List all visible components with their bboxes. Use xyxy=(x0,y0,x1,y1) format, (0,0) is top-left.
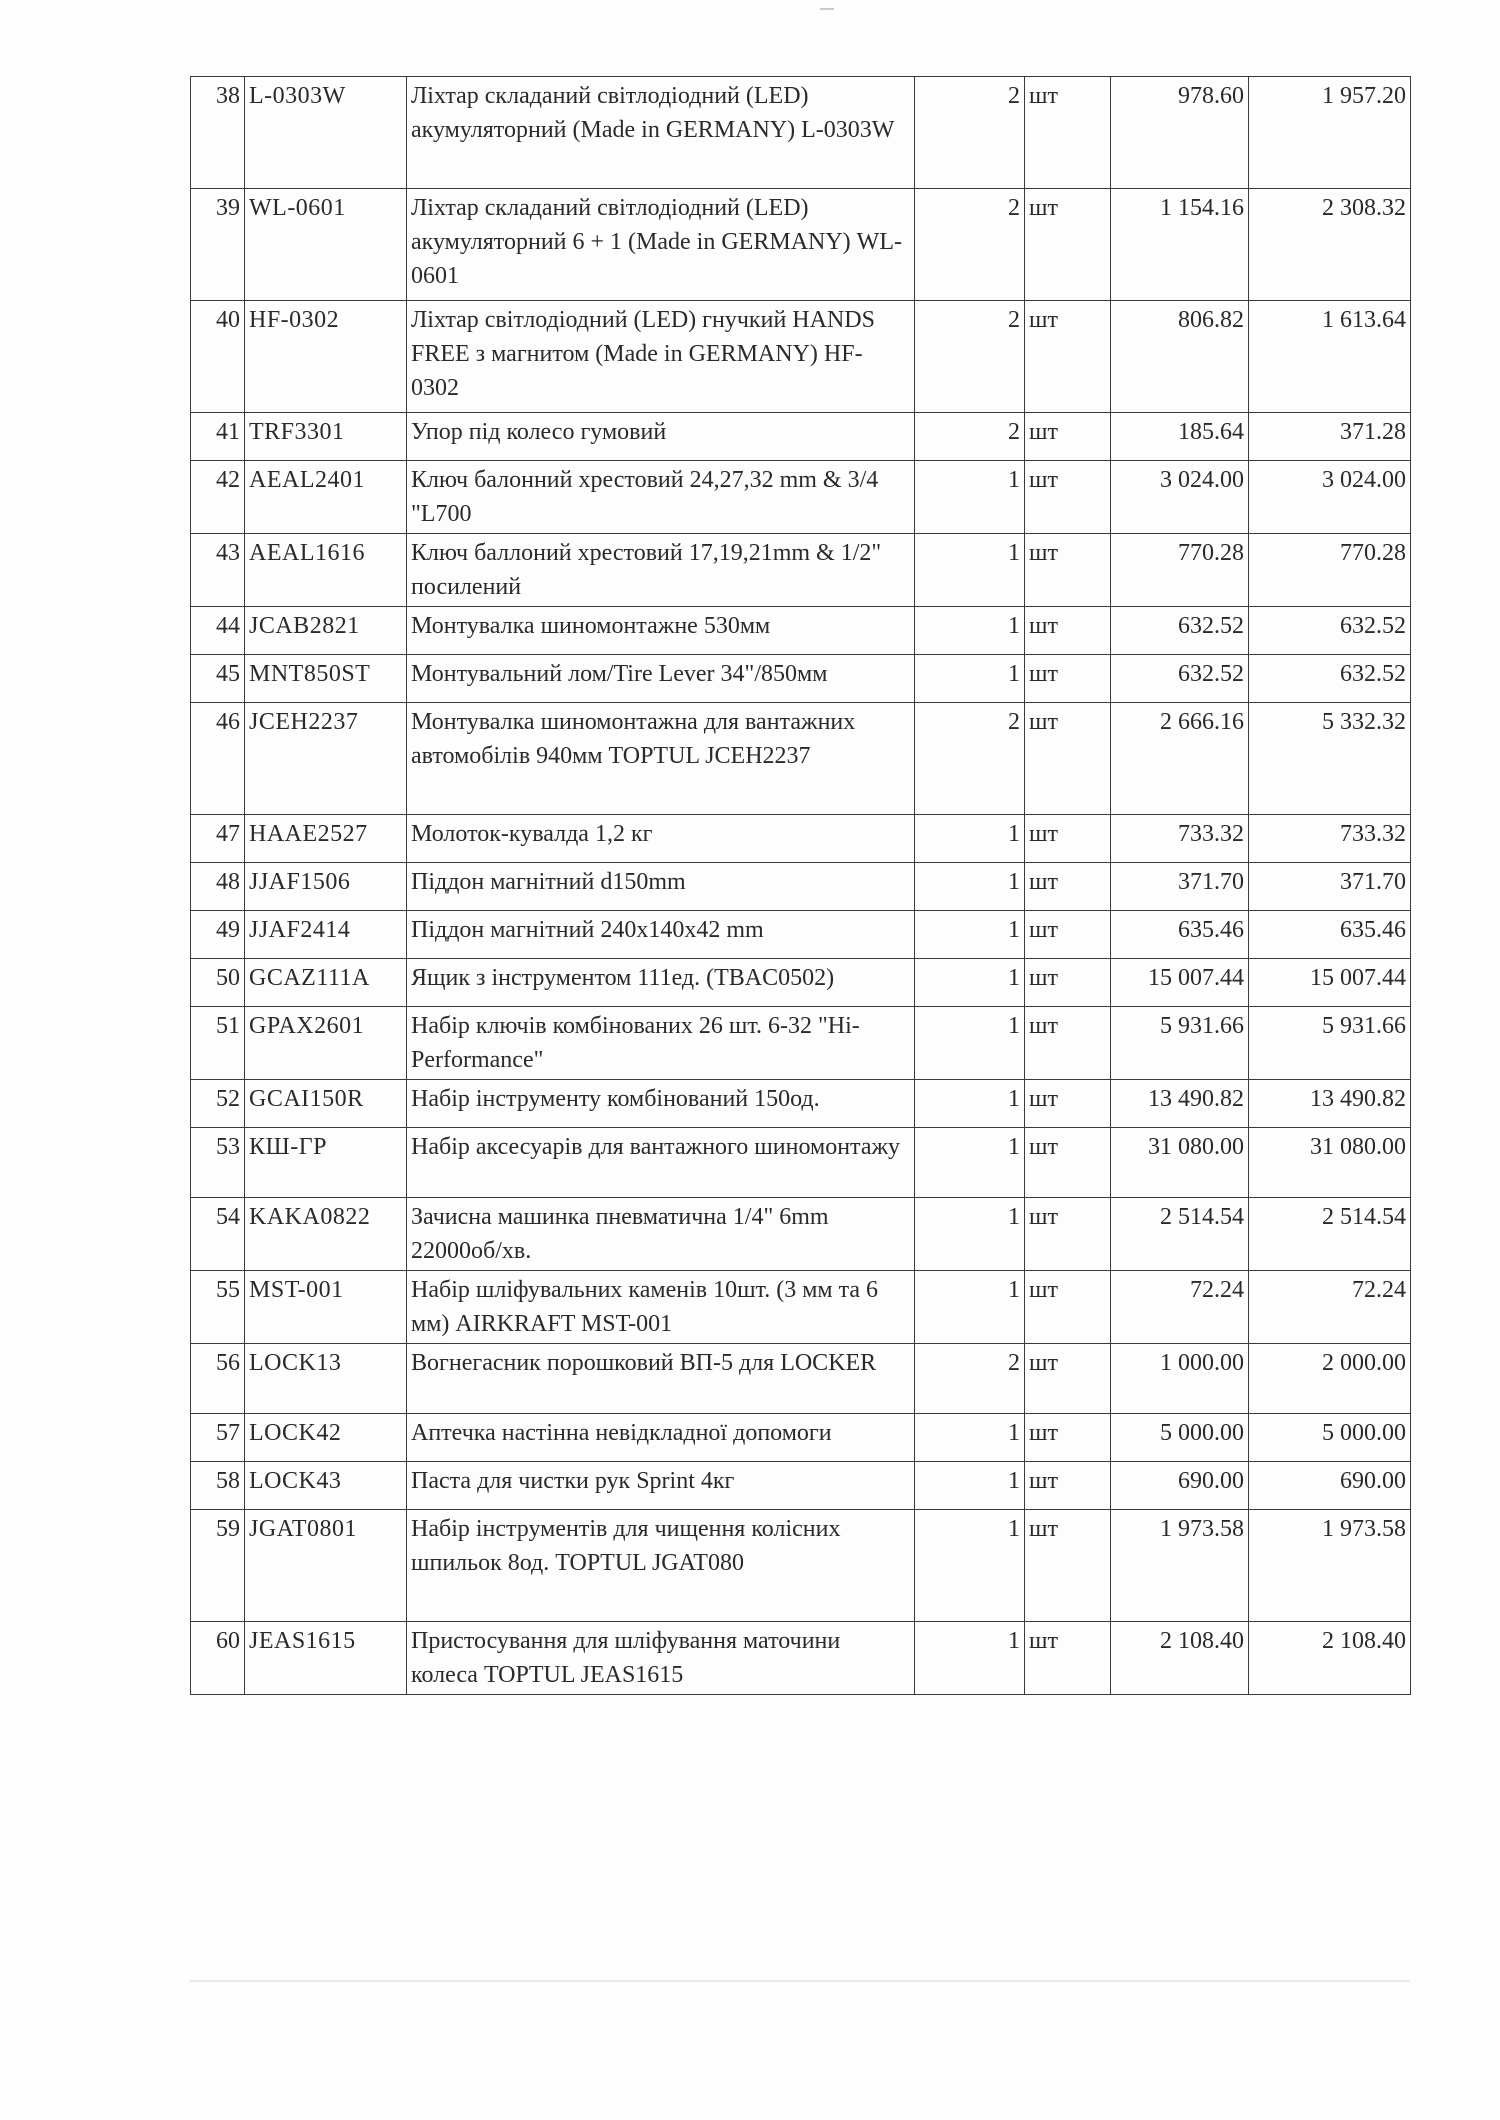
item-sum: 3 024.00 xyxy=(1249,461,1411,534)
row-number: 50 xyxy=(191,959,245,1007)
item-sum: 15 007.44 xyxy=(1249,959,1411,1007)
item-name: Ящик з інструментом 111ед. (TBAC0502) xyxy=(407,959,915,1007)
item-price: 3 024.00 xyxy=(1111,461,1249,534)
item-unit: шт xyxy=(1025,1622,1111,1695)
item-code: WL-0601 xyxy=(245,189,407,301)
item-quantity: 1 xyxy=(915,1080,1025,1128)
item-code: JEAS1615 xyxy=(245,1622,407,1695)
row-number: 59 xyxy=(191,1510,245,1622)
item-sum: 371.70 xyxy=(1249,863,1411,911)
row-number: 55 xyxy=(191,1271,245,1344)
table-row xyxy=(191,959,1411,1007)
item-quantity: 1 xyxy=(915,863,1025,911)
item-name: Ліхтар світлодіодний (LED) гнучкий HANDS FREE з магнитом (Made in GERMANY) HF-0302 xyxy=(407,301,915,413)
invoice-rows xyxy=(191,77,1411,1695)
item-unit: шт xyxy=(1025,301,1111,413)
item-price: 13 490.82 xyxy=(1111,1080,1249,1128)
item-name: Ключ баллоний хрестовий 17,19,21mm & 1/2" посилений xyxy=(407,534,915,607)
item-price: 2 108.40 xyxy=(1111,1622,1249,1695)
table-row xyxy=(191,1622,1411,1695)
invoice-page xyxy=(190,76,1410,1695)
item-name: Набір інструменту комбінований 150од. xyxy=(407,1080,915,1128)
item-quantity: 2 xyxy=(915,301,1025,413)
item-sum: 5 931.66 xyxy=(1249,1007,1411,1080)
item-quantity: 2 xyxy=(915,413,1025,461)
item-quantity: 1 xyxy=(915,607,1025,655)
item-unit: шт xyxy=(1025,77,1111,189)
item-name: Паста для чистки рук Sprint 4кг xyxy=(407,1462,915,1510)
table-row xyxy=(191,607,1411,655)
table-row xyxy=(191,413,1411,461)
item-quantity: 1 xyxy=(915,1198,1025,1271)
item-code: GCAZ111A xyxy=(245,959,407,1007)
item-code: JJAF2414 xyxy=(245,911,407,959)
item-price: 5 931.66 xyxy=(1111,1007,1249,1080)
item-code: L-0303W xyxy=(245,77,407,189)
item-code: TRF3301 xyxy=(245,413,407,461)
item-name: Ліхтар складаний світлодіодний (LED) акумуляторний 6 + 1 (Made in GERMANY) WL-0601 xyxy=(407,189,915,301)
item-price: 15 007.44 xyxy=(1111,959,1249,1007)
item-unit: шт xyxy=(1025,1198,1111,1271)
item-quantity: 1 xyxy=(915,1128,1025,1198)
item-unit: шт xyxy=(1025,1007,1111,1080)
item-name: Набір інструментів для чищення колісних шпильок 8од. TOPTUL JGAT080 xyxy=(407,1510,915,1622)
table-row xyxy=(191,655,1411,703)
item-name: Упор під колесо гумовий xyxy=(407,413,915,461)
item-unit: шт xyxy=(1025,1271,1111,1344)
table-row xyxy=(191,1080,1411,1128)
item-sum: 1 973.58 xyxy=(1249,1510,1411,1622)
item-price: 2 514.54 xyxy=(1111,1198,1249,1271)
row-number: 41 xyxy=(191,413,245,461)
item-name: Набір шліфувальних каменів 10шт. (3 мм та 6 мм) AIRKRAFT MST-001 xyxy=(407,1271,915,1344)
item-name: Набір аксесуарів для вантажного шиномонтажу xyxy=(407,1128,915,1198)
item-price: 2 666.16 xyxy=(1111,703,1249,815)
row-number: 45 xyxy=(191,655,245,703)
table-row xyxy=(191,1198,1411,1271)
item-quantity: 1 xyxy=(915,1462,1025,1510)
item-sum: 632.52 xyxy=(1249,655,1411,703)
item-unit: шт xyxy=(1025,959,1111,1007)
item-quantity: 1 xyxy=(915,959,1025,1007)
item-sum: 635.46 xyxy=(1249,911,1411,959)
item-price: 185.64 xyxy=(1111,413,1249,461)
item-code: MNT850ST xyxy=(245,655,407,703)
item-unit: шт xyxy=(1025,413,1111,461)
row-number: 42 xyxy=(191,461,245,534)
item-name: Монтувалка шиномонтажна для вантажних автомобілів 940мм TOPTUL JCEH2237 xyxy=(407,703,915,815)
row-number: 52 xyxy=(191,1080,245,1128)
item-quantity: 1 xyxy=(915,1007,1025,1080)
row-number: 48 xyxy=(191,863,245,911)
row-number: 56 xyxy=(191,1344,245,1414)
item-unit: шт xyxy=(1025,1128,1111,1198)
item-name: Піддон магнітний 240x140x42 mm xyxy=(407,911,915,959)
item-unit: шт xyxy=(1025,911,1111,959)
item-unit: шт xyxy=(1025,863,1111,911)
item-quantity: 2 xyxy=(915,703,1025,815)
item-sum: 2 000.00 xyxy=(1249,1344,1411,1414)
item-unit: шт xyxy=(1025,1080,1111,1128)
item-sum: 31 080.00 xyxy=(1249,1128,1411,1198)
item-sum: 690.00 xyxy=(1249,1462,1411,1510)
item-price: 371.70 xyxy=(1111,863,1249,911)
row-number: 54 xyxy=(191,1198,245,1271)
item-sum: 2 108.40 xyxy=(1249,1622,1411,1695)
item-price: 1 154.16 xyxy=(1111,189,1249,301)
table-row xyxy=(191,1007,1411,1080)
row-number: 40 xyxy=(191,301,245,413)
item-unit: шт xyxy=(1025,1414,1111,1462)
table-row xyxy=(191,189,1411,301)
item-price: 632.52 xyxy=(1111,607,1249,655)
item-quantity: 1 xyxy=(915,911,1025,959)
table-row xyxy=(191,534,1411,607)
item-price: 5 000.00 xyxy=(1111,1414,1249,1462)
item-name: Пристосування для шліфування маточини колеса TOPTUL JEAS1615 xyxy=(407,1622,915,1695)
item-name: Ключ балонний хрестовий 24,27,32 mm & 3/4 "L700 xyxy=(407,461,915,534)
item-unit: шт xyxy=(1025,461,1111,534)
item-price: 1 000.00 xyxy=(1111,1344,1249,1414)
item-sum: 13 490.82 xyxy=(1249,1080,1411,1128)
item-name: Вогнегасник порошковий ВП-5 для LOCKER xyxy=(407,1344,915,1414)
item-sum: 5 332.32 xyxy=(1249,703,1411,815)
item-name: Зачисна машинка пневматична 1/4" 6mm 22000об/хв. xyxy=(407,1198,915,1271)
item-name: Монтувалка шиномонтажне 530мм xyxy=(407,607,915,655)
row-number: 57 xyxy=(191,1414,245,1462)
item-quantity: 1 xyxy=(915,461,1025,534)
item-quantity: 1 xyxy=(915,815,1025,863)
item-unit: шт xyxy=(1025,1462,1111,1510)
scan-mark xyxy=(820,8,834,10)
item-quantity: 1 xyxy=(915,655,1025,703)
table-row xyxy=(191,703,1411,815)
item-name: Молоток-кувалда 1,2 кг xyxy=(407,815,915,863)
table-row xyxy=(191,1344,1411,1414)
item-code: GCAI150R xyxy=(245,1080,407,1128)
item-quantity: 1 xyxy=(915,1271,1025,1344)
row-number: 53 xyxy=(191,1128,245,1198)
item-price: 632.52 xyxy=(1111,655,1249,703)
item-sum: 770.28 xyxy=(1249,534,1411,607)
invoice-table xyxy=(190,76,1411,1695)
item-unit: шт xyxy=(1025,703,1111,815)
item-price: 635.46 xyxy=(1111,911,1249,959)
item-sum: 632.52 xyxy=(1249,607,1411,655)
item-quantity: 2 xyxy=(915,189,1025,301)
table-row xyxy=(191,1462,1411,1510)
item-price: 978.60 xyxy=(1111,77,1249,189)
item-unit: шт xyxy=(1025,655,1111,703)
table-row xyxy=(191,461,1411,534)
row-number: 49 xyxy=(191,911,245,959)
item-name: Аптечка настінна невідкладної допомоги xyxy=(407,1414,915,1462)
item-code: HF-0302 xyxy=(245,301,407,413)
item-price: 31 080.00 xyxy=(1111,1128,1249,1198)
item-code: LOCK13 xyxy=(245,1344,407,1414)
item-unit: шт xyxy=(1025,189,1111,301)
item-code: JJAF1506 xyxy=(245,863,407,911)
item-code: LOCK42 xyxy=(245,1414,407,1462)
item-sum: 371.28 xyxy=(1249,413,1411,461)
row-number: 44 xyxy=(191,607,245,655)
row-number: 46 xyxy=(191,703,245,815)
table-row xyxy=(191,1271,1411,1344)
table-row xyxy=(191,1128,1411,1198)
item-code: AEAL1616 xyxy=(245,534,407,607)
row-number: 38 xyxy=(191,77,245,189)
item-unit: шт xyxy=(1025,815,1111,863)
table-row xyxy=(191,815,1411,863)
item-code: AEAL2401 xyxy=(245,461,407,534)
item-code: КШ-ГР xyxy=(245,1128,407,1198)
item-price: 690.00 xyxy=(1111,1462,1249,1510)
item-unit: шт xyxy=(1025,1510,1111,1622)
item-code: MST-001 xyxy=(245,1271,407,1344)
table-row xyxy=(191,301,1411,413)
item-sum: 2 514.54 xyxy=(1249,1198,1411,1271)
item-quantity: 1 xyxy=(915,1510,1025,1622)
item-price: 72.24 xyxy=(1111,1271,1249,1344)
item-code: JCAB2821 xyxy=(245,607,407,655)
row-number: 47 xyxy=(191,815,245,863)
row-number: 43 xyxy=(191,534,245,607)
item-code: LOCK43 xyxy=(245,1462,407,1510)
item-code: JCEH2237 xyxy=(245,703,407,815)
item-code: HAAE2527 xyxy=(245,815,407,863)
item-quantity: 2 xyxy=(915,77,1025,189)
item-name: Монтувальний лом/Tire Lever 34"/850мм xyxy=(407,655,915,703)
table-row xyxy=(191,1510,1411,1622)
item-sum: 5 000.00 xyxy=(1249,1414,1411,1462)
item-price: 733.32 xyxy=(1111,815,1249,863)
item-price: 770.28 xyxy=(1111,534,1249,607)
item-sum: 2 308.32 xyxy=(1249,189,1411,301)
item-name: Ліхтар складаний світлодіодний (LED) акумуляторний (Made in GERMANY) L-0303W xyxy=(407,77,915,189)
item-quantity: 1 xyxy=(915,1414,1025,1462)
item-code: GPAX2601 xyxy=(245,1007,407,1080)
item-sum: 72.24 xyxy=(1249,1271,1411,1344)
item-unit: шт xyxy=(1025,1344,1111,1414)
item-name: Піддон магнітний d150mm xyxy=(407,863,915,911)
row-number: 58 xyxy=(191,1462,245,1510)
table-row xyxy=(191,911,1411,959)
item-code: KAKA0822 xyxy=(245,1198,407,1271)
item-quantity: 1 xyxy=(915,534,1025,607)
item-code: JGAT0801 xyxy=(245,1510,407,1622)
row-number: 60 xyxy=(191,1622,245,1695)
table-row xyxy=(191,1414,1411,1462)
scan-edge xyxy=(190,1980,1410,1982)
item-quantity: 1 xyxy=(915,1622,1025,1695)
row-number: 39 xyxy=(191,189,245,301)
item-sum: 1 613.64 xyxy=(1249,301,1411,413)
row-number: 51 xyxy=(191,1007,245,1080)
item-sum: 1 957.20 xyxy=(1249,77,1411,189)
item-quantity: 2 xyxy=(915,1344,1025,1414)
item-name: Набір ключів комбінованих 26 шт. 6-32 "Hi-Performance" xyxy=(407,1007,915,1080)
item-sum: 733.32 xyxy=(1249,815,1411,863)
item-price: 1 973.58 xyxy=(1111,1510,1249,1622)
item-unit: шт xyxy=(1025,607,1111,655)
table-row xyxy=(191,863,1411,911)
item-unit: шт xyxy=(1025,534,1111,607)
item-price: 806.82 xyxy=(1111,301,1249,413)
table-row xyxy=(191,77,1411,189)
